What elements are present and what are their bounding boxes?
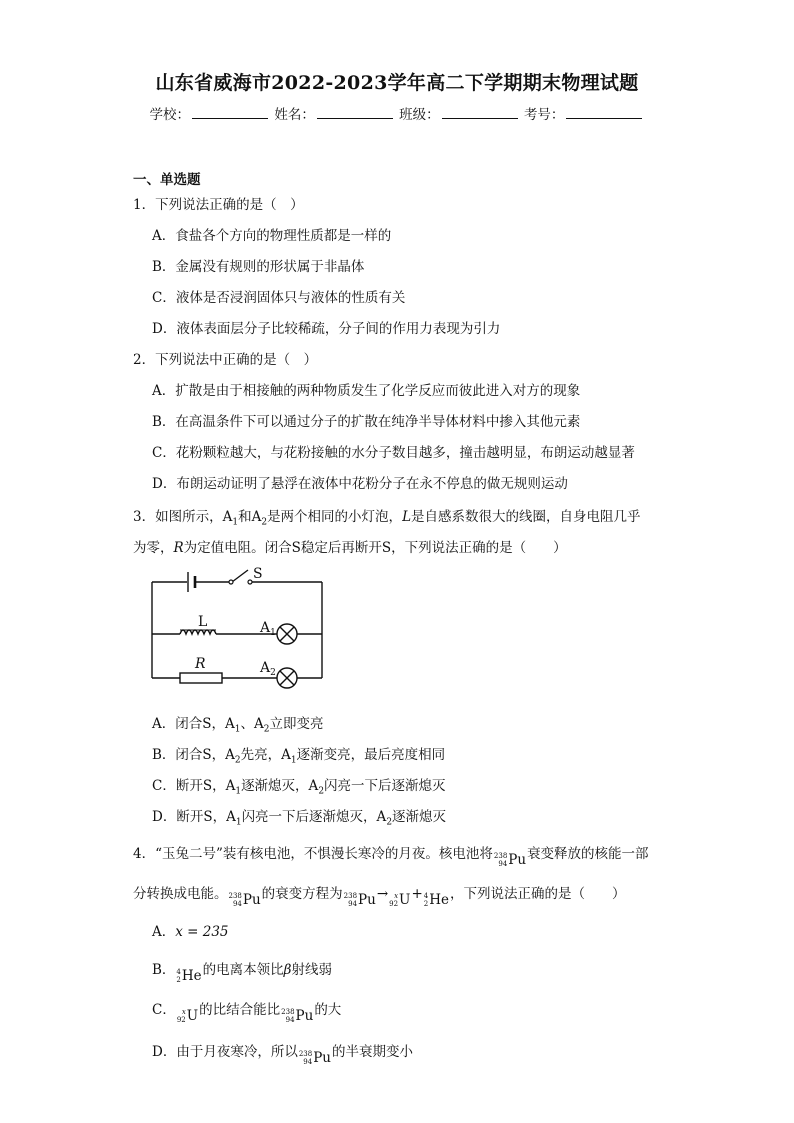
exam-number-blank[interactable] xyxy=(566,106,642,119)
q3-option-sub: 1 xyxy=(234,724,241,735)
q4-option-equation: x = 235 xyxy=(175,924,229,940)
q3-option-text: 逐渐变亮，最后亮度相同 xyxy=(296,747,446,763)
switch-blade[interactable] xyxy=(232,570,248,582)
school-label: 学校： xyxy=(149,107,191,123)
q4-option-text: 的大 xyxy=(314,1002,342,1018)
q3-text: 为定值电阻。闭合S稳定后再断开S，下列说法正确的是（ ） xyxy=(183,540,567,556)
lamp-a2-label: $A_2$ xyxy=(260,660,276,678)
nuclide-pu: 238 94 Pu xyxy=(281,1008,314,1024)
q3-option-text: 逐渐熄灭，A xyxy=(241,778,319,794)
q3-option-text: 立即变亮 xyxy=(269,716,324,732)
q4-option-text: 的比结合能比 xyxy=(199,1002,281,1018)
q4-option-text: 的半衰期变小 xyxy=(331,1044,413,1060)
q3-option-a xyxy=(152,712,323,735)
inductor-label: L xyxy=(198,614,208,630)
q3-option-sub: 2 xyxy=(386,817,393,828)
q3-text: 是自感系数很大的线圈，自身电阻几乎 xyxy=(411,509,641,525)
q2-option-d: D．布朗运动证明了悬浮在液体中花粉分子在永不停息的做无规则运动 xyxy=(152,476,568,492)
student-info-line xyxy=(0,103,794,123)
q3-option-text: 闪亮一下后逐渐熄灭 xyxy=(324,778,446,794)
class-label: 班级： xyxy=(399,107,440,123)
q3-option-sub: 2 xyxy=(263,724,270,735)
q4-text: 4．“玉兔二号”装有核电池，不惧漫长寒冷的月夜。核电池将 xyxy=(133,846,493,862)
switch-contact xyxy=(229,580,233,584)
q4-option-c xyxy=(152,998,341,1024)
q1-option-b: B．金属没有规则的形状属于非晶体 xyxy=(152,259,365,275)
q4-option-text: C． xyxy=(152,1002,176,1018)
switch-contact xyxy=(248,580,252,584)
q4-text: 衰变释放的核能一部 xyxy=(527,846,649,862)
q3-option-text: 闪亮一下后逐渐熄灭，A xyxy=(241,809,387,825)
resistor xyxy=(180,673,222,683)
q4-option-text: B． xyxy=(152,962,176,978)
section-heading: 一、单选题 xyxy=(133,172,201,188)
q3-text: 为零， xyxy=(133,540,174,556)
inductor-coil xyxy=(180,630,216,634)
q4-option-a xyxy=(152,920,229,940)
q3-text: 是两个相同的小灯泡， xyxy=(267,509,403,525)
nuclide-u: x 92 U xyxy=(176,1008,199,1024)
q3-option-sub: 2 xyxy=(318,786,325,797)
nuclide-pu: 238 94 Pu xyxy=(298,1050,331,1066)
q3-option-c xyxy=(152,774,446,797)
q3-option-text: C．断开S，A xyxy=(152,778,236,794)
q3-option-b xyxy=(152,743,445,766)
q1-stem: 1．下列说法正确的是（ ） xyxy=(133,197,304,213)
q3-symbol-l: L xyxy=(402,509,412,525)
q3-option-text: A．闭合S，A xyxy=(152,716,235,732)
q4-option-text: 射线弱 xyxy=(291,962,332,978)
q3-stem-line1 xyxy=(133,505,641,528)
q4-text: 的衰变方程为 xyxy=(261,886,343,902)
q3-option-sub: 1 xyxy=(235,786,242,797)
page-title: 山东省威海市2022-2023学年高二下学期期末物理试题 xyxy=(155,72,639,94)
q4-option-text: A． xyxy=(152,924,176,940)
q2-stem: 2．下列说法中正确的是（ ） xyxy=(133,352,318,368)
q4-stem-line2 xyxy=(133,882,625,908)
beta-symbol: β xyxy=(283,962,292,978)
q3-option-text: 、A xyxy=(240,716,264,732)
q3-option-text: B．闭合S，A xyxy=(152,747,235,763)
lamp-a1-label: $A_1$ xyxy=(260,620,276,638)
q3-option-text: D．断开S，A xyxy=(152,809,236,825)
q3-symbol-r: R xyxy=(173,540,184,556)
q1-option-c: C．液体是否浸润固体只与液体的性质有关 xyxy=(152,290,406,306)
q3-option-text: 逐渐熄灭 xyxy=(392,809,447,825)
nuclide-he: 4 2 He xyxy=(176,968,202,984)
q2-option-c: C．花粉颗粒越大，与花粉接触的水分子数目越多，撞击越明显，布朗运动越显著 xyxy=(152,445,635,461)
q3-sub: 1 xyxy=(232,517,239,528)
school-blank[interactable] xyxy=(192,106,268,119)
q3-option-sub: 2 xyxy=(234,755,241,766)
q3-option-sub: 1 xyxy=(290,755,297,766)
name-blank[interactable] xyxy=(317,106,393,119)
switch-label: S xyxy=(253,566,263,582)
q1-option-d: D．液体表面层分子比较稀疏，分子间的作用力表现为引力 xyxy=(152,321,501,337)
name-label: 姓名： xyxy=(274,107,315,123)
q4-option-d xyxy=(152,1040,413,1066)
q3-option-sub: 1 xyxy=(235,817,242,828)
q4-option-b xyxy=(152,958,332,984)
class-blank[interactable] xyxy=(442,106,518,119)
nuclide-pu: 238 94 Pu xyxy=(493,852,527,868)
q4-text: ，下列说法正确的是（ ） xyxy=(449,886,626,902)
q3-option-text: 先亮，A xyxy=(240,747,291,763)
q3-text: 3．如图所示，A xyxy=(133,509,233,525)
q4-option-text: 的电离本领比 xyxy=(202,962,284,978)
q3-option-d xyxy=(152,805,446,828)
q2-option-a: A．扩散是由于相接触的两种物质发生了化学反应而彼此进入对方的现象 xyxy=(152,383,581,399)
q4-option-text: D．由于月夜寒冷，所以 xyxy=(152,1044,298,1060)
q4-stem-line1 xyxy=(133,842,649,868)
decay-equation: 238 94 Pu → x 92 U + 4 2 He xyxy=(343,886,449,908)
circuit-diagram xyxy=(140,560,340,700)
q4-text: 分转换成电能。 xyxy=(133,886,228,902)
exam-number-label: 考号： xyxy=(523,107,565,123)
q2-option-b: B．在高温条件下可以通过分子的扩散在纯净半导体材料中掺入其他元素 xyxy=(152,414,581,430)
nuclide-pu: 238 94 Pu xyxy=(228,892,261,908)
q3-sub: 2 xyxy=(261,517,268,528)
q1-option-a: A．食盐各个方向的物理性质都是一样的 xyxy=(152,228,392,244)
q3-text: 和A xyxy=(238,509,262,525)
q3-stem-line2 xyxy=(133,536,567,556)
resistor-label: R xyxy=(195,656,206,672)
